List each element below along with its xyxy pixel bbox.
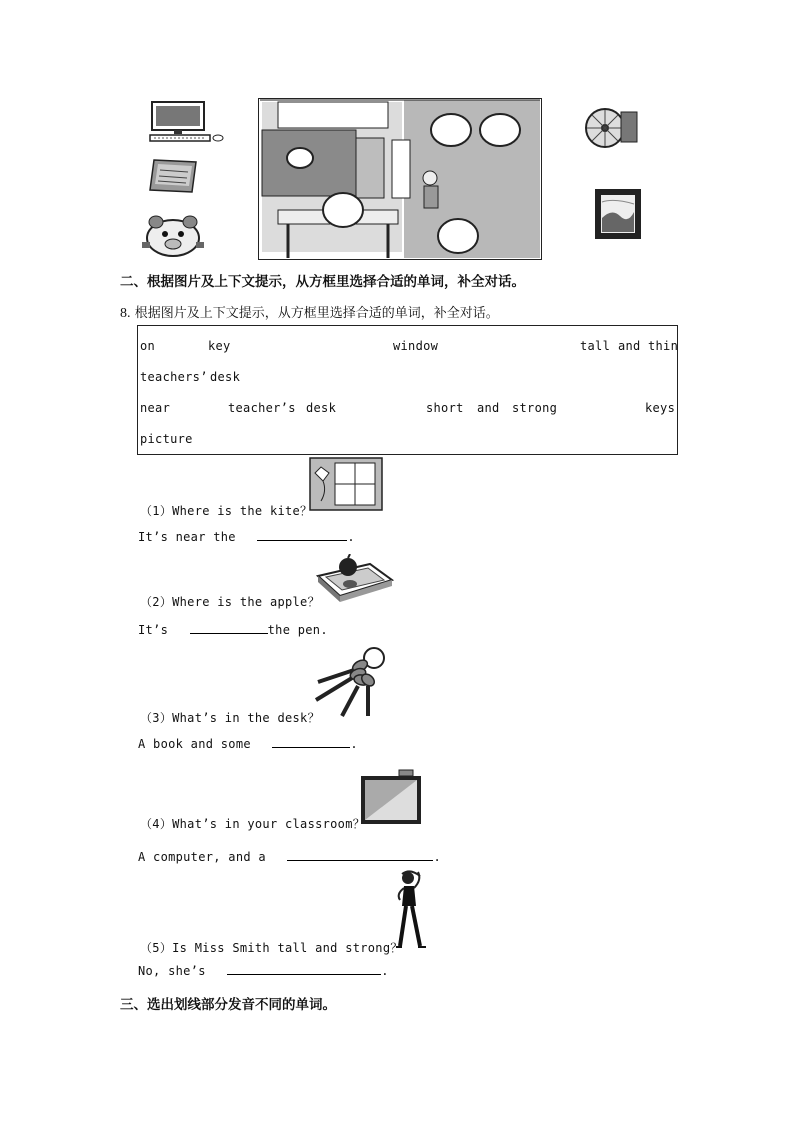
word-on: on [140, 339, 156, 353]
window-kite-image [309, 457, 383, 511]
word-thin: thin [648, 339, 679, 353]
item-1-answer [138, 528, 355, 544]
word-desk: desk [210, 370, 241, 384]
item-1-answer-pre: It’s near the [138, 530, 236, 544]
fan-icon [583, 106, 639, 150]
word-teachers: teachers’ [140, 370, 208, 384]
word-window: window [393, 339, 439, 353]
book-icon [148, 158, 198, 194]
item-3-answer-post: . [350, 737, 358, 751]
keys-image [312, 646, 388, 718]
question-number: 8. [120, 306, 131, 321]
item-2-answer-pre: It’s [138, 623, 169, 637]
question-instruction: 根据图片及上下文提示，从方框里选择合适的单词，补全对话。 [134, 306, 499, 321]
item-2-blank[interactable] [190, 621, 268, 634]
schoolbag-icon [140, 212, 206, 258]
blackboard-image [359, 768, 423, 826]
item-1-question: （1）Where is the kite？ [140, 504, 313, 518]
item-5-question: （5）Is Miss Smith tall and strong？ [140, 941, 403, 955]
item-2-answer-post: the pen. [267, 623, 328, 637]
item-2-question: （2）Where is the apple？ [140, 595, 320, 609]
word-key: key [208, 339, 231, 353]
word-desk-2: desk [306, 401, 337, 415]
item-4-answer-pre: A computer, and a [138, 850, 266, 864]
woman-figure-image [390, 870, 430, 950]
computer-icon [148, 100, 226, 144]
item-5-answer-pre: No, she’s [138, 964, 206, 978]
item-3-answer-pre: A book and some [138, 737, 251, 751]
word-picture: picture [140, 432, 193, 446]
word-keys: keys [645, 401, 676, 415]
item-4-answer-post: . [433, 850, 441, 864]
item-5-answer-post: . [381, 964, 389, 978]
item-3-answer [138, 735, 358, 751]
classroom-scene-image [258, 98, 542, 260]
item-4-answer [138, 848, 441, 864]
question-8-instruction [120, 302, 720, 322]
item-3-blank[interactable] [272, 735, 350, 748]
word-near: near [140, 401, 171, 415]
item-1-blank[interactable] [257, 528, 347, 541]
word-box [137, 325, 678, 455]
word-teacher-s: teacher’s [228, 401, 296, 415]
word-short: short [426, 401, 464, 415]
framed-picture-icon [594, 188, 642, 240]
item-4-question: （4）What’s in your classroom？ [140, 817, 366, 831]
word-and: and [618, 339, 641, 353]
item-5-answer [138, 962, 389, 978]
item-5-blank[interactable] [227, 962, 381, 975]
item-4-blank[interactable] [287, 848, 433, 861]
word-tall: tall [580, 339, 611, 353]
item-3-question: （3）What’s in the desk？ [140, 711, 320, 725]
item-1-answer-post: . [347, 530, 355, 544]
section-two-heading: 二、根据图片及上下文提示，从方框里选择合适的单词，补全对话。 [120, 274, 525, 290]
item-2-answer [138, 621, 328, 637]
word-strong: strong [512, 401, 558, 415]
apple-tray-image [314, 554, 394, 604]
word-and-2: and [477, 401, 500, 415]
section-three-heading: 三、选出划线部分发音不同的单词。 [120, 997, 336, 1013]
